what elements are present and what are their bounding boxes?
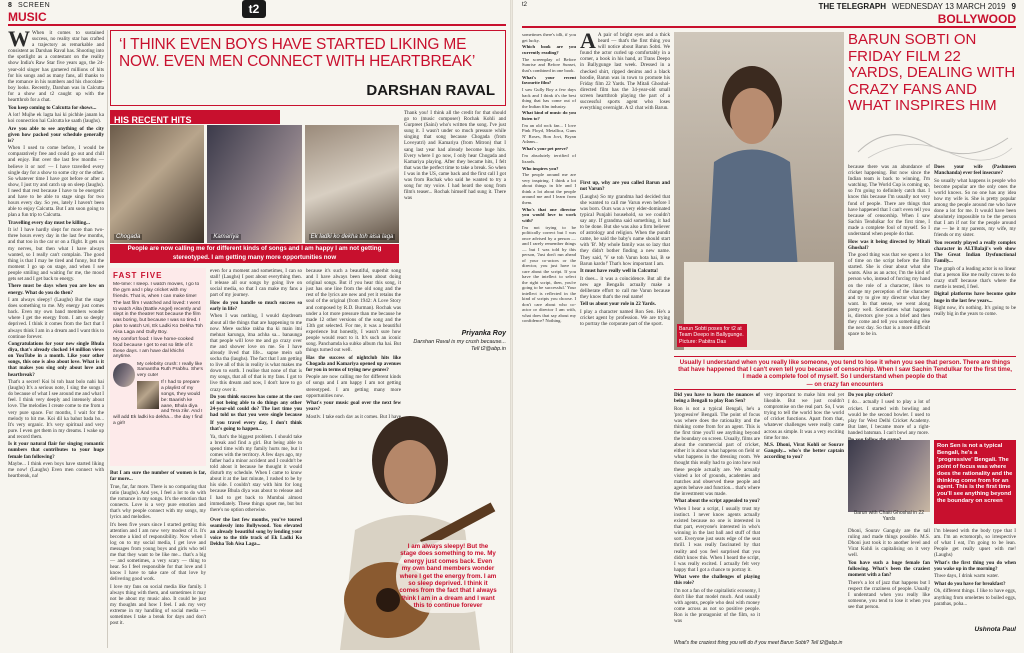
left-col-1 — [8, 30, 104, 648]
rbot-a1: There's a lot of jazz that happens but I respect the craziness of people. Usually I understand when you really like someone, you tend to lose it when you see that person. — [848, 579, 930, 610]
hits-box — [110, 110, 280, 124]
pull-quote: I am always sleepy! But the stage does something to me. My energy just comes back. Even my own band members wonder where I get the energy from. I am so sleep deprived. I think it comes from the fact that I always think I am in a dream and I want this to continue forever — [396, 540, 500, 613]
q4: There must be days when you are low on energy. What do you do then? — [8, 283, 104, 296]
hits-banner: People are now calling me for different kinds of songs and I am happy I am not getting stereotyped. I am getting many more opportunities now — [110, 244, 399, 263]
left-col-4-mid — [306, 268, 401, 418]
masthead-line — [774, 2, 1016, 11]
barun-photo-caption: Barun Sobti poses for t2 at Team Deepo in Ballygunge. Picture: Pabitra Das — [677, 324, 747, 347]
fast-five-item-5: If I had to prepare a playlist of my songs, they would be: Baarish ke aane, Bhula diya and Tera zikr. And I will add Ek ladki ko dekha... the day I find a girl! — [113, 380, 203, 426]
banner-quote: Usually I understand when you really like someone, you tend to lose it when you see that person. There are things that have happened that I can't even tell you because of censorship. When I saw Sachin Tendulkar for the first time, I made a complete fool of myself. So I understand when people do that — [678, 359, 1012, 381]
q9: Do you think success has come at the cost of not being able to do things any other 24-year-old could do? The last time you had told us that you were single because — [210, 394, 302, 418]
right-intro-text: A pair of bright eyes and a thick beard — that's the first thing you will notice about Barun Sobti. We found the actor curled up comfortably in a corner, a book in his hand, at Trans Deepo in Ballygunge last week. Dressed in a checked shirt, ripped denims and a black hoodie, Barun was in town to promote his Friday film 22 Yards. The Mitali Ghoshal-directed film has the 34-year-old small screen heartthrob playing the part of a successful sports agent who loses everything overnight. A t2 chat with Barun. — [580, 32, 670, 112]
darshan-guitar-illustration — [300, 400, 506, 650]
ra1: (Laughs) So my grandma had decided that she wanted to call me Varun even before I was born. Ours was a very elder-dominated typical Punjabi household, so we couldn't say any. If grandma said something, it had to be done. But she was also a firm believer of astrology and religion. When the pundit came, he said the baby's name should start with 'B'. My whole family was so lazy that they didn't bother finding a new name. They said, 'V se toh Varun hota hai, B se Barun kardo!' That's how important I am. — [580, 193, 670, 267]
fast-five-box — [110, 268, 206, 466]
rbot-a3: Oh, different things. I like to have eggs, anything from omelettes to boiled eggs, parathas, poha... — [934, 588, 1016, 607]
left-page — [0, 0, 510, 653]
a7b: It's been five years since I started getting this attention and I am now very modest of it. It's become a kind of responsibility. Now when I log on to my social media, I get love and messages from young boys and girls who tell me that they want to be like me... that's a big — and sometimes, a very scary — thing to hear. So I feel responsible for that love and I know I have to take care of that love by delivering good work. — [110, 521, 206, 583]
rq4: Did you have to learn the nuances of being a Bengali to play Ron Sen? — [674, 392, 760, 405]
hit-photo-2 — [207, 125, 301, 243]
hit-photo-1 — [110, 125, 204, 243]
hit-photo-3 — [305, 125, 399, 243]
fast-five-item-3: My comfort food: I love home-cooked food because I get to eat so little of it these days. I am have dal khichri anytime. — [113, 336, 194, 360]
t2-logo-text: t2 — [248, 2, 260, 16]
rd-q1: Which book are you currently reading? — [522, 44, 576, 55]
headline-quote: ‘I THINK EVEN BOYS HAVE STARTED LIKING ME NOW. EVEN MEN CONNECT WITH HEARTBREAK’ — [119, 36, 476, 70]
q10: Has the success of nightclub hits like Chogada and Kamariya opened up avenues for you in terms of trying new genres? — [306, 354, 401, 373]
a5: That's a secret! Koi bi toh baat bolo nahi hai (laughs) It's a serious note, I sing the songs I do because of what I see around me and what I feel. I think very deeply and intensely about love. The melodies I create come to me from a very pure space. For months, I wait for the melody to hit me. Koi dil ka bahut bada ho... It's very organic. It's very spiritual and very pure. I even get them in my dreams. I wake up and record them. — [8, 379, 104, 440]
a3: It is! I have hardly slept for more than two-three hours every day in the last few months, and that too in the car or on a flight. It gets on my nerves, but then what I have always wanted, so I really can't complain. The good thing is that I may be tired and funny, but the moment I go up on stage, and when I see people smiling and waiting for me, the mood gets set and I get back to energy. — [8, 227, 104, 282]
ra2: It does... it was a coincidence. But all the new age Bengalis actually make a deliberate effort to call me Varun because they know that's the real name! — [580, 275, 670, 300]
rd-a6: I'm not trying to be politically correct but I was once advised by a person — and I rarely remember things — but I was told by this person, 'Just don't run ahead of your co-actors or the director, you just have to care about the script. If you have the intellect to select the right script, then, you're going to be successful.' Your intellect is reflected in the kind of scripts you choose. I don't care about who co-actor or director I am with, what does that say about my confidence? Nothing. — [522, 224, 576, 324]
q6: Is it your natural flair for singing romantic numbers that contributes to your huge female fan following? — [8, 441, 104, 460]
a7c: I love my fans on social media like family. I always thing with them, and sometimes it may not be about my music also. It could be just my thoughts and how I feel. I ask my very extreme in my handling of social media — sometimes I take a break for days and don't post it. — [110, 583, 206, 627]
masthead-title: THE TELEGRAPH — [818, 2, 887, 11]
rc-q2: You recently played a really complex character in ALTBalaji's web show The Great Indian Dysfunctional Family... — [934, 239, 1016, 265]
rd-q6: Who's that one director you would love to work with? — [522, 206, 576, 223]
banner-credit: — on crazy fan encounters — [806, 381, 884, 388]
page-fold — [510, 0, 513, 653]
rbot-q1: You have such a huge female fan following. What's been the craziest moment with a fan? — [848, 559, 930, 579]
still-caption: Barun with Chaiti Ghoshal in 22 Yards — [853, 510, 925, 522]
left-col-2-bottom — [110, 470, 206, 648]
rd-q3: What kind of music do you listen to? — [522, 110, 576, 121]
sketch-svg — [848, 118, 1016, 162]
a4: I am always sleepy! (Laughs) But the stage does something to me. My energy just comes back. Even my own band members wonder where I get the energy from. I am so deeply deprived. I think it comes from the fact that I always think I am in a dream and I want this to continue forever. — [8, 297, 104, 340]
rbot-q3: What do you have for breakfast? — [934, 580, 1006, 587]
hit-caption-2: Kamariya — [213, 234, 239, 240]
a2: When I used to come before, I would be comparatively free and could go out and chill and enjoy. But over the last few months — believe it or not! — I have travelled every single day for a show to some city or the other. So whatever time I have got before or after a show, I just try and catch up on sleep (laughs). I need that rest because I have to be energetic and have to be able to stage sings for two hours every day. So yes, lately I haven't been able to enjoy Calcutta. But I am soon going to plan a fun trip to Calcutta. — [8, 145, 104, 219]
q13: Over the last few months, you've toured seamlessly into Bollywood. You elevated an already beautiful song by lending your voice to the title track of Ek Ladki Ko Dekha Toh Aisa Laga... — [210, 516, 302, 548]
a8: When I was nothing, I would daydream about all the things that are happening to me now. Mere suchke rakha tha ki main itni mehnat karunga, itna achha sa... banaunga that people will love me and go crazy over me and shower love on me. So I have already lived that life... sapne mein sab socha tha (laughs). The fact that I am getting to live all of this in reality is what makes me down to earth. I realise that none of that is my songs, that all of that is my fans. I got to live this dream and now, I don't have to go crazy over it. — [210, 313, 302, 393]
rd-a3: I'm an old rock fan... I love Pink Floyd, Metallica, Guns N' Roses, Bon Jovi, Bryan Adams... — [522, 122, 576, 145]
celebrity-photo — [113, 363, 135, 387]
a11: Mostly, I take each day as it comes. But I have — [306, 413, 401, 418]
right-intro — [580, 32, 670, 178]
left-section-label: SCREEN — [18, 2, 51, 9]
col4-p1: because it's such a beautiful, superhit song and I have always been keen about doing original songs. But if you hear this song, it just has one line from the old song and the rest of the lyrics are new and yet it retains the soul of the original (from 1942: A Love Story and composed by R.D. Burman). Rochak was under a lot more pressure than me because he made 12 other versions of the song and the 13th got selected. For me, it was a beautiful experience but honestly, I wasn't sure how people would react to it. It's such an iconic song. Panchamda ka subko album rha hai. But things turned out well. — [306, 268, 401, 354]
still-photo — [848, 440, 930, 522]
rd-q2: What's your recent favourite film? — [522, 74, 576, 86]
left-col-4-top — [404, 110, 506, 262]
rd-1: sometimes there's idli, if you get lucky. — [522, 32, 576, 43]
right-col-b — [848, 164, 930, 354]
a1: A lot! Mujhe ek lagta hai ki pichhle janam ka koi connection hai Calcutta ke saath (laughs). — [8, 112, 104, 125]
rd-q5: Who inspires you? — [522, 165, 559, 171]
right-bottom-col-1 — [848, 528, 930, 648]
rb2-q2: Do you play cricket? — [848, 392, 893, 398]
t2-logo — [242, 0, 266, 18]
byline-name: Priyanka Roy — [461, 330, 506, 337]
right-page — [514, 0, 1024, 653]
right-col-d — [522, 32, 576, 648]
headline-name: DARSHAN RAVAL — [366, 82, 495, 99]
rc-a2: The graph of a leading actor is so linear that a person like me really craves to do crazy stuff because that's where the mettle is tested, I feel. — [934, 265, 1016, 290]
fast-five-item-2: The last film I watched and loved: I went to watch Alita (Battle Angel) recently and slept in the theatre! Not because the film was boring, but because I was so tired. I plan to watch Uri, Ek Ladki Ko Dekha Toh Aisa Laga and Gully Boy. — [113, 300, 203, 335]
banner-quote-box — [674, 356, 1016, 390]
right-section-title: BOLLYWOOD — [937, 12, 1016, 26]
rq5: What about the script appealed to you? — [674, 498, 760, 505]
playlist-photo — [137, 381, 159, 409]
col4-top-text: Thank you! I think all the credit for that should go to (music composer) Rochak Kohli and Gurpreet (Saini) who's written the song. I've just sung it. I wasn't under so much pressure while singing that song because Chogada (from Loveyatri) and Kamariya (from Mitron) that I sang last year had already become huge hits. Every where I go now, I only hear Chogada and Kamariya playing. After they became hits, I felt that was the perfect time to take a break. So when I was in the US, came back and the first call I got was from Rochak who said he wanted to try a song for my voice. I had heard the song from film's teaser... Rochak himself had sung it. There was — [404, 110, 506, 202]
rq2: It must have really well in Calcutta! — [580, 268, 659, 275]
q5: Congratulations for your new single Bhula diya, that's already clocked 14 million views on YouTube in a month. Like your other songs, this one is also about love. What is it that makes you sing only about love and heartbreak? — [8, 341, 104, 378]
left-page-number: 8 — [8, 2, 12, 9]
rq6: What were the challenges of playing this role? — [674, 574, 760, 587]
right-logo-small: t2 — [522, 2, 528, 8]
rbot-1: Dhoni, Sourav Ganguly are the tall ruling and made things possible. M.S. Dhoni just took it to another level and Virat Kohli is capitalising on it very well. — [848, 528, 930, 559]
sketch-decoration — [848, 118, 1016, 162]
barun-illustration — [674, 32, 844, 350]
a12: Ya, that's the biggest problem. I should take a break and find a girl. But being able to spend time with my family hurts me, but it comes with the territory. A few days ago, my father had a minor accident and I couldn't be told about it because he thought it would disturb my schedule. When I came to know about it at the last minute, I rushed to be by his side. I couldn't stay with him for long because Bhula diya was about to release and I had to get back to Mumbai almost immediately. These things upset me, but but there's no option otherwise. — [210, 433, 302, 513]
left-col-3-lower — [210, 420, 302, 648]
right-page-number: 9 — [1011, 2, 1016, 11]
fast-five-title: FAST FIVE — [113, 271, 163, 280]
col-divider — [107, 30, 108, 648]
fast-five-item-1: Me-time: I sleep. I watch movies, I go to the gym and I play cricket with my friends. That is, when I can make time! — [113, 282, 200, 299]
left-col-3 — [210, 268, 302, 418]
barun-photo — [674, 32, 844, 350]
rd-a4: I'm absolutely terrified of lizards. — [522, 153, 576, 164]
hits-photo-strip — [110, 125, 399, 243]
hit-caption-3: Ek ladki ko dekha toh aisa laga — [310, 234, 394, 240]
rc-q3: Digital platforms have become quite huge in the last few years... — [934, 291, 1016, 304]
rb-lower-q: M.S. Dhoni, Virat Kohli or Sourav Ganguly... who's the better captain according to you? — [764, 442, 844, 461]
signature-note: What's the craziest thing you will do if you meet Barun Sobti? Tell t2@abp.in — [674, 640, 843, 646]
q12: If you travel every day, I don't think that's going to happen... — [210, 420, 302, 433]
rc-q1: Does your wife (Pashmeen Manchanda) ever feel insecure? — [934, 164, 1016, 177]
mid-quote: Ron Sen is not a typical Bengali, he's a 'progressive' Bengali. The point of focus was where does the rationality and the thinking come from for an agent. This is the first time you'll see anything beyond the boundary on screen — [934, 440, 1016, 524]
rc-a3: Right now, it's nothing. It's going to be really big in the years to come. — [934, 305, 1016, 318]
signature-block — [934, 626, 1016, 633]
ra6: I'm not a fan of the capitalistic economy, I don't like that model much. And usually with agents, people who deal with money come across as not so positive people. Ron is the protagonist of the film, so it was — [674, 587, 760, 625]
right-header-rule — [522, 26, 1016, 28]
ra4: Ron is not a typical Bengali, he's a 'progressive' Bengali. The point of focus was where does the rationality and the thinking come from for an agent. This is the first time you'll see anything beyond the boundary on screen. Usually, films are about the commercial part of cricket, either it is about what happens on field or what happens in the dressing room. We thought this really had to go into how real these people actually are. We actually visited a lot of grounds, academies and matches and observed these people and agents behave and function... that's where the investment was made. — [674, 405, 760, 497]
right-col-a2 — [674, 392, 760, 648]
a10: People are now calling me for different kinds of songs and I am happy I am not getting stereotyped. I am getting many more opportunities now. — [306, 374, 401, 399]
fast-five-list — [113, 282, 203, 428]
fast-five-item-4: My celebrity crush: I really like Samantha Ruth Prabhu. She's very cute! — [137, 361, 203, 379]
signature-name: Ushnota Paul — [974, 626, 1016, 633]
hits-title: HIS RECENT HITS — [114, 115, 192, 125]
q1: You keep coming to Calcutta for shows... — [8, 104, 97, 111]
rb-q1: How was it being directed by Mitali Ghoshal? — [848, 238, 930, 251]
rd-a1: The screenplay of Before Sunrise and Before Sunset, that's combined in one book. — [522, 56, 576, 73]
rb-intro: because there was an abundance of cricket happening. But now since the Indian team is back to winning, I'm watching. The World Cup is coming up, so I'm going to definitely catch that. I know this because I'm usually not very fond of people. There are things that have happened that I can't even tell you because of censorship. When I saw Sachin Tendulkar for the first time, I made a complete fool of myself. So I understand when people do that. — [848, 164, 930, 238]
ra3: I play a character named Ron Sen. He's a cricket agent by profession. We are trying to portray the corporate part of the sport. — [580, 308, 670, 328]
col3-p1: even for a moment and sometimes, I can so stall! (Laughs) I post about everything then. I release all our songs by going live on social media, so that I can make my fans a part of my journey. — [210, 268, 302, 299]
rb-a1: The good thing was that we spent a lot of time on the script before the film started. She is clear about what she wants. Also as an actor, I'm the kind of person who, instead of forcing my hand on the role of a character, likes to change my perception of the character and try to give my director what they want. In that sense, we went along pretty well. Sometimes what happens is, directors give you a brief and then they come and tell you something else the next day. So that is a more difficult space to be in. — [848, 252, 930, 338]
rc-a1: So usually what happens is people who become popular are the only ones the world knows. So no one has any idea how my wife is. She is pretty popular among the people around me who have done a lot for me. It would have been absolutely impossible to be the person that I am if not for the people around me — be it my parents, my wife, my friends or my sister. — [934, 177, 1016, 239]
left-header-rule — [8, 24, 506, 26]
ra5: When I hear a script, I usually trust my instinct. I never know agents actually existed because no one is interested in that part, everyone's interested in who's winning in the last ball and stuff of that sort. Everyone just seats edge of the seat thrill. I was really fascinated by that reality and you feel surprised that you didn't know this. When I heard the script, I was really excited. I actually felt very happy that I got a chance to portray it. — [674, 505, 760, 573]
byline-note: Darshan Raval is my crush because... Tell t2@abp.in — [413, 339, 506, 352]
right-drop-cap: A — [580, 32, 596, 53]
q2: Are you able to see anything of the city given how packed your schedule generally is? — [8, 125, 104, 144]
intro-text: When it comes to sustained success, no reality star has crafted a trajectory as remarkable and consistent as Darshan Raval has. Shooting into the spotlight as a contestant on the reality show India's Raw Star five years ago, the 24-year-old singer has garnered millions of hits for his songs and as many fans, all thanks to the romance in his numbers and his chocolate-boy looks. Recently, Darshan was in Calcutta for a show and t2 caught up with the heartthrob for a chat. — [8, 30, 104, 104]
q8: How do you handle so much success so early in life? — [210, 299, 302, 312]
hit-caption-1: Chogada — [116, 234, 141, 240]
rbot-2: I'm blessed with the body type that I am. I'm an ectomorph, so irrespective of what I eat, I'm going to be lean. People get really upset with me! (Laughs) — [934, 528, 1016, 559]
a7: True, far, far more. There is no comparing that ratio (laughs). And yes, I feel a lot to do with the romance in my songs. It's the emotion that connects. Love is a very pure emotion and that's why people connect with my songs, my lyrics and melodies. — [110, 483, 206, 521]
q3: Travelling every day must be killing... — [8, 219, 90, 226]
q7: But I am sure the number of women is far, far more... — [110, 470, 206, 483]
q11: What's your music goal over the next few years? — [306, 400, 401, 413]
right-col-a — [580, 180, 670, 648]
rb2-a2: I do... actually I used to play a lot of cricket. I started with bowling and would be the second bowler. I used to play for West Delhi Cricket Academy. But later, I became more of a right-handed batsman. I can't bowl any more. — [848, 399, 930, 436]
right-col-c — [934, 164, 1016, 354]
right-col-b-lower — [764, 392, 844, 648]
rb-lower-1: very important to make him real yet likeable. But we just couldn't compromise on the real part. So, I was trying to tell the world how the world of cricket functions. Apart from that, whatever challenges were really came across as simple. It was a very exciting time for me. — [764, 392, 844, 441]
rbot-q2: What's the first thing you do when you wake up in the morning? — [934, 559, 1016, 572]
byline-block — [404, 330, 506, 410]
left-subsection-title: MUSIC — [8, 10, 47, 24]
rd-a5: The people around me are very inspiring. I think a lot about things in life and I think a lot about the people around me and I learn from them. — [522, 172, 576, 205]
drop-cap: W — [8, 30, 30, 51]
rq3: Tell us about your role in 22 Yards. — [580, 301, 656, 308]
rq1: First up, why are you called Barun and not Varun? — [580, 180, 670, 193]
rd-q4: What's your pet peeve? — [522, 146, 568, 152]
right-headline: BARUN SOBTI ON FRIDAY FILM 22 YARDS, DEALING WITH CRAZY FANS AND WHAT INSPIRES HIM — [848, 31, 1016, 114]
a6: Maybe... I think even boys have started liking me now! (Laughs) Even men connect with heartbreak, na! — [8, 461, 104, 480]
rbot-a2: Thwe days, I drink warm water. — [934, 573, 999, 580]
darshan-guitar-photo — [300, 400, 506, 650]
headline-box — [110, 30, 506, 106]
rd-a2: I saw Gully Boy a few days back and I think it's the best thing that has come out of the Indian film industry. — [522, 87, 576, 109]
masthead-date: WEDNESDAY 13 MARCH 2019 — [892, 2, 1006, 11]
